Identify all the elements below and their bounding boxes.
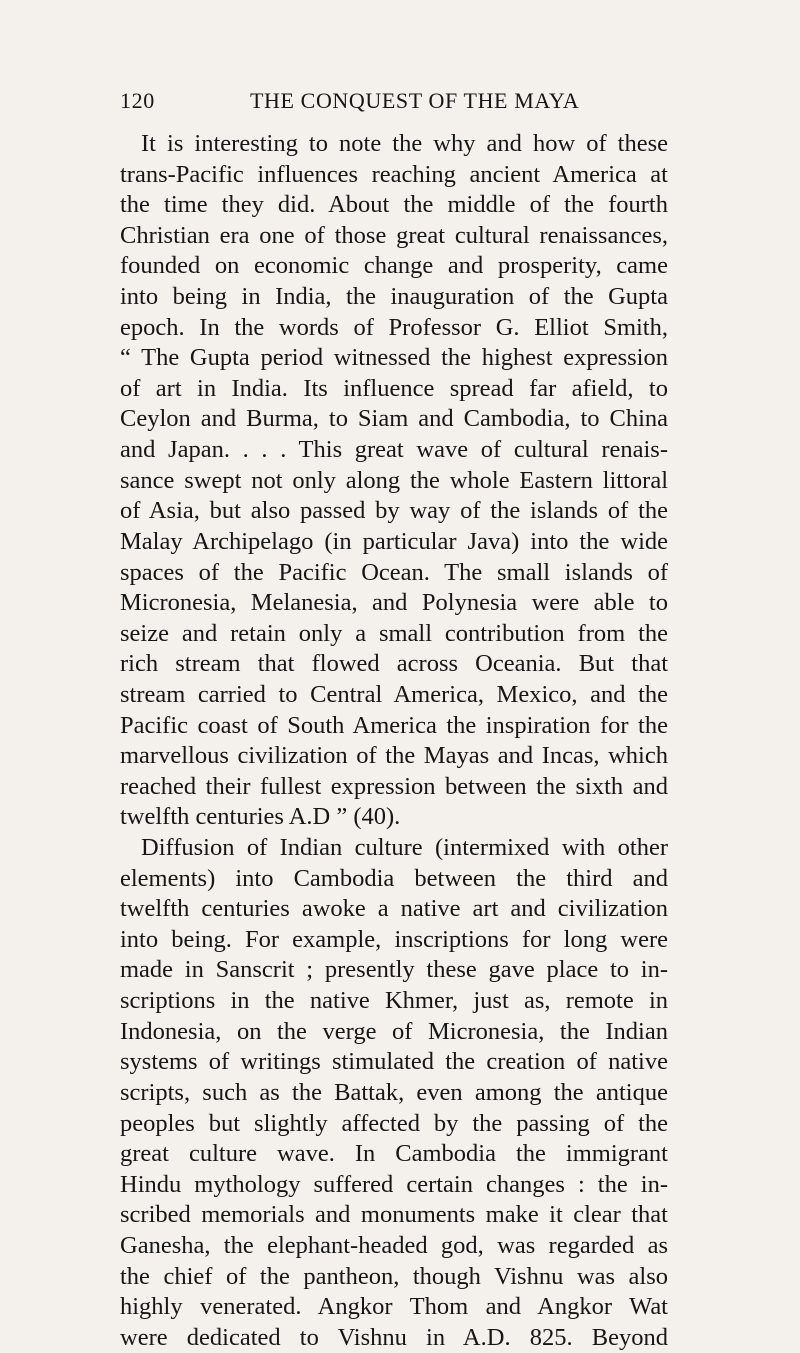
text-line: stream carried to Central America, Mexico, and the [120, 680, 668, 708]
text-line: Hindu mythology suffered certain changes : the in- [120, 1170, 668, 1198]
text-line: trans-Pacific influences reaching ancient America at [120, 160, 668, 188]
text-line: great culture wave. In Cambodia the immigrant [120, 1140, 668, 1168]
text-line: scriptions in the native Khmer, just as, remote in [120, 987, 668, 1015]
text-line: made in Sanscrit ; presently these gave place to in- [120, 956, 668, 984]
text-line: were dedicated to Vishnu in A.D. 825. Beyond [120, 1323, 668, 1351]
text-line: epoch. In the words of Professor G. Elliot Smith, [120, 313, 668, 341]
text-line: into being in India, the inauguration of the Gupta [120, 283, 668, 311]
running-title: THE CONQUEST OF THE MAYA [250, 88, 580, 113]
paragraph-gupta-epoch [120, 129, 668, 833]
paragraph-cambodia-diffusion [120, 833, 668, 1353]
text-line: Indonesia, on the verge of Micronesia, the Indian [120, 1017, 668, 1045]
text-line: the time they did. About the middle of the fourth [120, 191, 668, 219]
text-line: systems of writings stimulated the creation of native [120, 1048, 668, 1076]
text-line: Christian era one of those great cultural renaissances, [120, 221, 668, 249]
text-line: founded on economic change and prosperity, came [120, 252, 668, 280]
text-line: peoples but slightly affected by the passing of the [120, 1109, 668, 1137]
text-line: Diffusion of Indian culture (intermixed with other [141, 834, 668, 862]
text-line: the chief of the pantheon, though Vishnu was also [120, 1262, 668, 1290]
text-line: scribed memorials and monuments make it clear that [120, 1201, 668, 1229]
text-line: into being. For example, inscriptions for long were [120, 925, 668, 953]
text-line: twelfth centuries A.D ” (40). [120, 803, 401, 831]
body-text [120, 129, 668, 1353]
text-line: elements) into Cambodia between the third and [120, 864, 668, 892]
text-line: of art in India. Its influence spread far afield, to [120, 374, 668, 402]
text-line: of Asia, but also passed by way of the islands of the [120, 497, 668, 525]
text-line: Micronesia, Melanesia, and Polynesia were able to [120, 589, 668, 617]
running-header [120, 88, 668, 118]
text-line: seize and retain only a small contribution from the [120, 619, 668, 647]
text-line: Ceylon and Burma, to Siam and Cambodia, to China [120, 405, 668, 433]
text-line: Malay Archipelago (in particular Java) into the wide [120, 527, 668, 555]
text-line: twelfth centuries awoke a native art and civilization [120, 895, 668, 923]
text-line: scripts, such as the Battak, even among the antique [120, 1078, 668, 1106]
text-line: marvellous civilization of the Mayas and Incas, which [120, 742, 668, 770]
text-line: highly venerated. Angkor Thom and Angkor Wat [120, 1293, 668, 1321]
page-number: 120 [120, 88, 155, 113]
text-line: “ The Gupta period witnessed the highest expression [120, 344, 668, 372]
text-line: sance swept not only along the whole Eastern littoral [120, 466, 668, 494]
text-line: Pacific coast of South America the inspiration for the [120, 711, 668, 739]
text-line: reached their fullest expression between the sixth and [120, 772, 668, 800]
text-line: It is interesting to note the why and how of these [141, 130, 668, 157]
text-line: Ganesha, the elephant-headed god, was regarded as [120, 1231, 668, 1259]
text-line: and Japan. . . . This great wave of cultural renais- [120, 436, 668, 464]
text-line: spaces of the Pacific Ocean. The small islands of [120, 558, 668, 586]
text-line: rich stream that flowed across Oceania. But that [120, 650, 668, 678]
